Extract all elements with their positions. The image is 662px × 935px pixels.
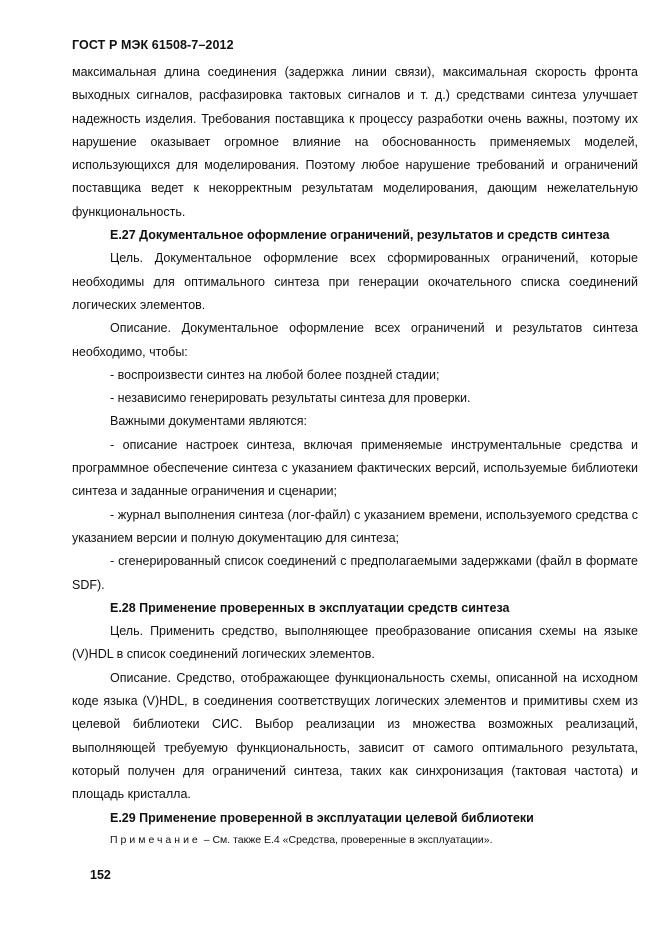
note-label: Примечание [110, 833, 201, 846]
document-header: ГОСТ Р МЭК 61508-7–2012 [72, 38, 234, 52]
e27-documents-intro: Важными документами являются: [110, 414, 307, 429]
list-item: - описание настроек синтеза, включая применяемые инструментальные средства и программное обеспечение синтеза с указанием фактических версий, используемые библиотеки синтеза и заданные ограничения и сценарии; [72, 437, 638, 499]
note-text: – См. также Е.4 «Средства, проверенные в эксплуатации». [200, 833, 493, 846]
list-item: - независимо генерировать результаты синтеза для проверки. [110, 391, 471, 406]
e27-description: Описание. Документальное оформление всех ограничений и результатов синтеза необходимо, чтобы: [72, 321, 638, 359]
section-heading-e27: Е.27 Документальное оформление ограничений, результатов и средств синтеза [110, 228, 610, 243]
list-item: - воспроизвести синтез на любой более поздней стадии; [110, 367, 440, 382]
e27-goal: Цель. Документальное оформление всех сформированных ограничений, которые необходимы для оптимального синтеза при генерации окочательного списка соединений логических элементов. [72, 251, 638, 312]
list-item: - сгенерированный список соединений с предполагаемыми задержками (файл в формате SDF). [72, 554, 638, 592]
e28-goal: Цель. Применить средство, выполняющее преобразование описания схемы на языке (V)HDL в список соединений логических элементов. [72, 624, 638, 662]
paragraph-continuation: максимальная длина соединения (задержка линии связи), максимальная скорость фронта выходных сигналов, расфазировка тактовых сигналов и т. д.) средствами синтеза улучшает надежность изделия. Требования поставщика к процессу разработки очень важны, поэтому их нарушение оказывает огромное влияние на обоснованность применяемых моделей, использующихся для моделирования. Поэтому любое нарушение требований и ограничений поставщика ведет к некорректным результатам моделирования, дающим нежелательную функциональность. [72, 65, 638, 219]
e28-description: Описание. Средство, отображающее функциональность схемы, описанной на исходном коде языка (V)HDL, в соединения соответствущих логических элементов и примитивы схем из целевой библиотеки СИС. Выбор реализации из множества возможных реализаций, выполняющей требуемую функциональность, зависит от самого оптимального результата, который получен для ограничений синтеза, таких как синхронизация (тактовая частота) и площадь кристалла. [72, 670, 638, 802]
document-body [72, 61, 638, 850]
section-heading-e29: Е.29 Применение проверенной в эксплуатации целевой библиотеки [110, 810, 534, 825]
note [72, 830, 638, 850]
list-item: - журнал выполнения синтеза (лог-файл) с указанием времени, используемого средства с указанием версии и полную документацию для синтеза; [72, 507, 638, 545]
page-number: 152 [90, 868, 111, 882]
section-heading-e28: Е.28 Применение проверенных в эксплуатации средств синтеза [110, 600, 510, 615]
